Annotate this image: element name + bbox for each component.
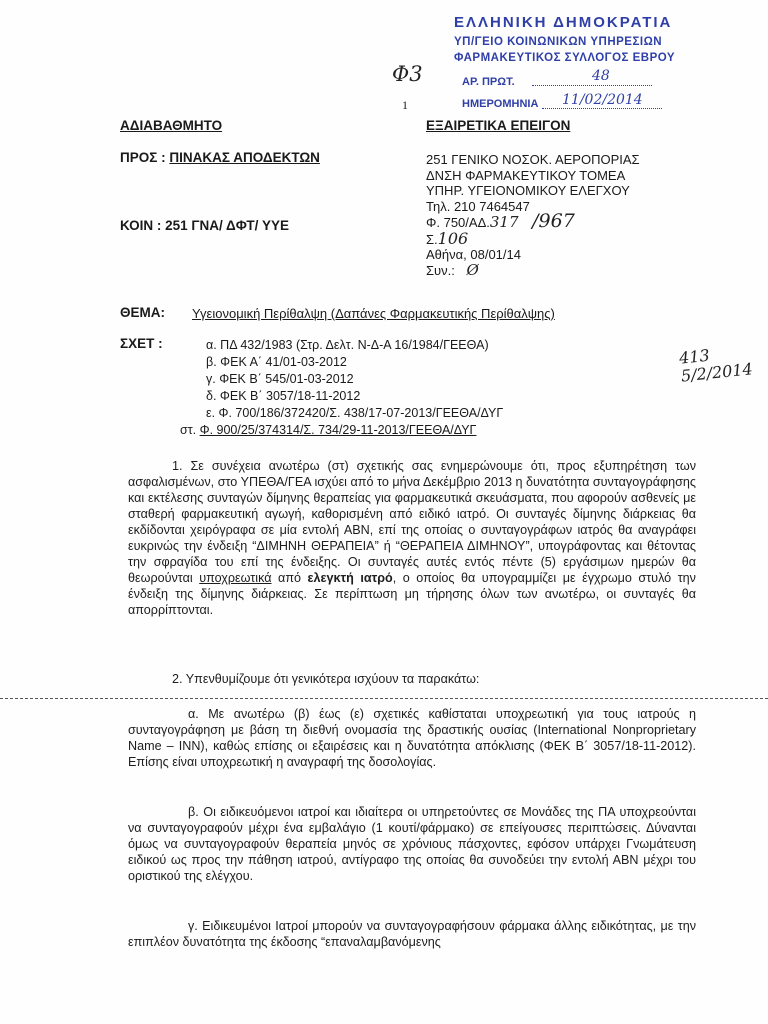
reference-f-prefix: στ. (180, 423, 200, 437)
recipient-value: ΠΙΝΑΚΑΣ ΑΠΟΔΕΚΤΩΝ (169, 150, 320, 165)
paragraph-2b-text: β. Οι ειδικευόμενοι ιατροί και ιδιαίτερα οι υπηρετούντες σε Μονάδες της ΠΑ υποχρεούνται να συνταγογραφούν μέχρι ένα εμβαλάγιο (1 κουτί/φάρμακο) σε επείγουσες περιπτώσεις. Δύνανται όμως να συνταγογραφούν θεραπεία μηνός σε χρόνιους πάσχοντες, εφόσον υπάρχει Γνωμάτευση ειδικού ως προς την πάθηση ιατρού, αντίγραφο της οποίας θα συνοδεύει την εντολή ΑΒΝ μέχρι του οριστικού της ελέγχου. (128, 805, 696, 883)
paragraph-1-text-c: , ο οποίος θα υπογραμμίζει με έγχρωμο στυλό την ένδειξη της δίμηνης διάρκειας. Σε περίπτωση μη τήρησης όλων των ανωτέρω, οι συνταγές θα απορρίπτονται. (128, 571, 696, 617)
references-label: ΣΧΕΤ : (120, 336, 163, 351)
sender-syn (426, 260, 640, 279)
paragraph-1-text-b: από (278, 571, 308, 585)
sender-syn-hand: Ø (466, 260, 479, 279)
sender-file-hand-2: /967 (532, 210, 575, 232)
scan-fold-line (0, 698, 768, 699)
handwritten-file-mark: Φ3 (392, 62, 423, 86)
stamp-protocol-number: 48 (592, 68, 610, 84)
reference-d: δ. ΦΕΚ Β΄ 3057/18-11-2012 (206, 389, 361, 403)
reference-b: β. ΦΕΚ Α΄ 41/01-03-2012 (206, 355, 347, 369)
sender-s-label: Σ. (426, 231, 438, 247)
sender-line-3: ΥΠΗΡ. ΥΓΕΙΟΝΟΜΙΚΟΥ ΕΛΕΓΧΟΥ (426, 183, 630, 198)
sender-file-hand: 317 (489, 213, 519, 231)
paragraph-1-text-a: 1. Σε συνέχεια ανωτέρω (στ) σχετικής σας ενημερώνουμε ότι, προς εξυπηρέτηση των ασφαλισμένων, στο ΥΠΕΘΑ/ΓΕΑ ισχύει από το μήνα Δεκέμβριο 2013 η δυνατότητα συνταγογράφησης και εκτέλεσης συνταγών δίμηνης θεραπείας για φαρμακευτικά σκευάσματα, που αφορούν ασθενείς με σταθερή φαρμακευτική αγωγή, καθορισμένη από ειδικό ιατρό. Οι συνταγές δίμηνης διάρκειας θα εκδίδονται χειρόγραφα σε μία εντολή ΑΒΝ, επί της οποίας ο συνταγογράφων ιατρός θα αναγράφει ευκρινώς την ένδειξη “ΔΙΜΗΝΗ ΘΕΡΑΠΕΙΑ” ή “ΘΕΡΑΠΕΙΑ ΔΙΜΗΝΟΥ”, υπογράφοντας και θέτοντας την σφραγίδα του επί της ένδειξης. Οι συνταγές αυτές εντός πέντε (5) εργάσιμων ημερών θα θεωρούνται (128, 459, 696, 585)
sender-s-hand: 106 (437, 228, 469, 248)
stamp-date (462, 92, 643, 110)
paragraph-2 (128, 671, 696, 687)
sender-phone: Τηλ. 210 7464547 (426, 198, 530, 214)
stamp-protocol-label: ΑΡ. ΠΡΩΤ. (462, 76, 515, 88)
handwritten-side-note: 413 5/2/2014 (678, 345, 754, 386)
sender-line-2: ΔΝΣΗ ΦΑΡΜΑΚΕΥΤΙΚΟΥ ΤΟΜΕΑ (426, 167, 626, 183)
paragraph-2c-text: γ. Ειδικευμένοι Ιατροί μπορούν να συνταγογραφήσουν φάρμακα άλλης ειδικότητας, με την επιπλέον δυνατότητα της έκδοσης “επαναλαμβανόμενης (128, 919, 696, 949)
recipient-label: ΠΡΟΣ : (120, 150, 166, 165)
urgency: ΕΞΑΙΡΕΤΙΚΑ ΕΠΕΙΓΟΝ (426, 118, 571, 133)
stamp-line-1: ΕΛΛΗΝΙΚΗ ΔΗΜΟΚΡΑΤΙΑ (454, 14, 673, 31)
stamp-line-3: ΦΑΡΜΑΚΕΥΤΙΚΟΣ ΣΥΛΛΟΓΟΣ ΕΒΡΟΥ (454, 52, 676, 64)
reference-e: ε. Φ. 700/186/372420/Σ. 438/17-07-2013/ΓΕΕΘΑ/ΔΥΓ (206, 406, 504, 420)
paragraph-1-underlined: υποχρεωτικά (199, 571, 272, 585)
reference-c: γ. ΦΕΚ Β΄ 545/01-03-2012 (206, 372, 354, 386)
paragraph-2a-text: α. Με ανωτέρω (β) έως (ε) σχετικές καθίσταται υποχρεωτική για τους ιατρούς η συνταγογράφηση με βάση τη διεθνή ονομασία της δραστικής ουσίας (International Nonproprietary Name – INN), καθώς επίσης οι εξαιρέσεις και η δυνατότητα απόκλισης (ΦΕΚ Β΄ 3057/18-11-2012). Επίσης είναι υποχρεωτική η αναγραφή της δοσολογίας. (128, 707, 696, 769)
stamp-protocol (462, 68, 610, 88)
references-list (206, 337, 503, 422)
sender-block (426, 152, 640, 278)
stamp-line-2: ΥΠ/ΓΕΙΟ ΚΟΙΝΩΝΙΚΩΝ ΥΠΗΡΕΣΙΩΝ (454, 36, 663, 48)
paragraph-2c (128, 918, 696, 950)
copy-to: ΚΟΙΝ : 251 ΓΝΑ/ ΔΦΤ/ ΥΥΕ (120, 218, 289, 233)
paragraph-2b (128, 804, 696, 884)
paragraph-1 (128, 458, 696, 618)
sender-file-label: Φ. 750/ΑΔ. (426, 215, 490, 230)
protocol-stamp (440, 12, 680, 112)
sender-date: Αθήνα, 08/01/14 (426, 247, 521, 262)
reference-f-value: Φ. 900/25/374314/Σ. 734/29-11-2013/ΓΕΕΘΑ/ΔΥΓ (199, 423, 477, 437)
reference-a: α. ΠΔ 432/1983 (Στρ. Δελτ. Ν-Δ-Α 16/1984/ΓΕΕΘΑ) (206, 338, 489, 352)
subject-label: ΘΕΜΑ: (120, 305, 165, 320)
paragraph-1-bold: ελεγκτή ιατρό (307, 571, 393, 585)
sender-line-1: 251 ΓΕΝΙΚΟ ΝΟΣΟΚ. ΑΕΡΟΠΟΡΙΑΣ (426, 152, 640, 167)
page-number: 1 (402, 98, 408, 112)
stamp-date-value: 11/02/2014 (562, 92, 643, 108)
paragraph-2a (128, 706, 696, 770)
stamp-date-label: ΗΜΕΡΟΜΗΝΙΑ (462, 98, 539, 110)
reference-f (180, 422, 476, 439)
classification: ΑΔΙΑΒΑΘΜΗΤΟ (120, 118, 223, 133)
subject-value: Υγειονομική Περίθαλψη (Δαπάνες Φαρμακευτικής Περίθαλψης) (192, 306, 555, 321)
sender-syn-label: Συν.: (426, 262, 455, 278)
sender-s (426, 228, 640, 248)
recipient-line (120, 150, 320, 165)
paragraph-2-text: 2. Υπενθυμίζουμε ότι γενικότερα ισχύουν τα παρακάτω: (172, 672, 480, 686)
